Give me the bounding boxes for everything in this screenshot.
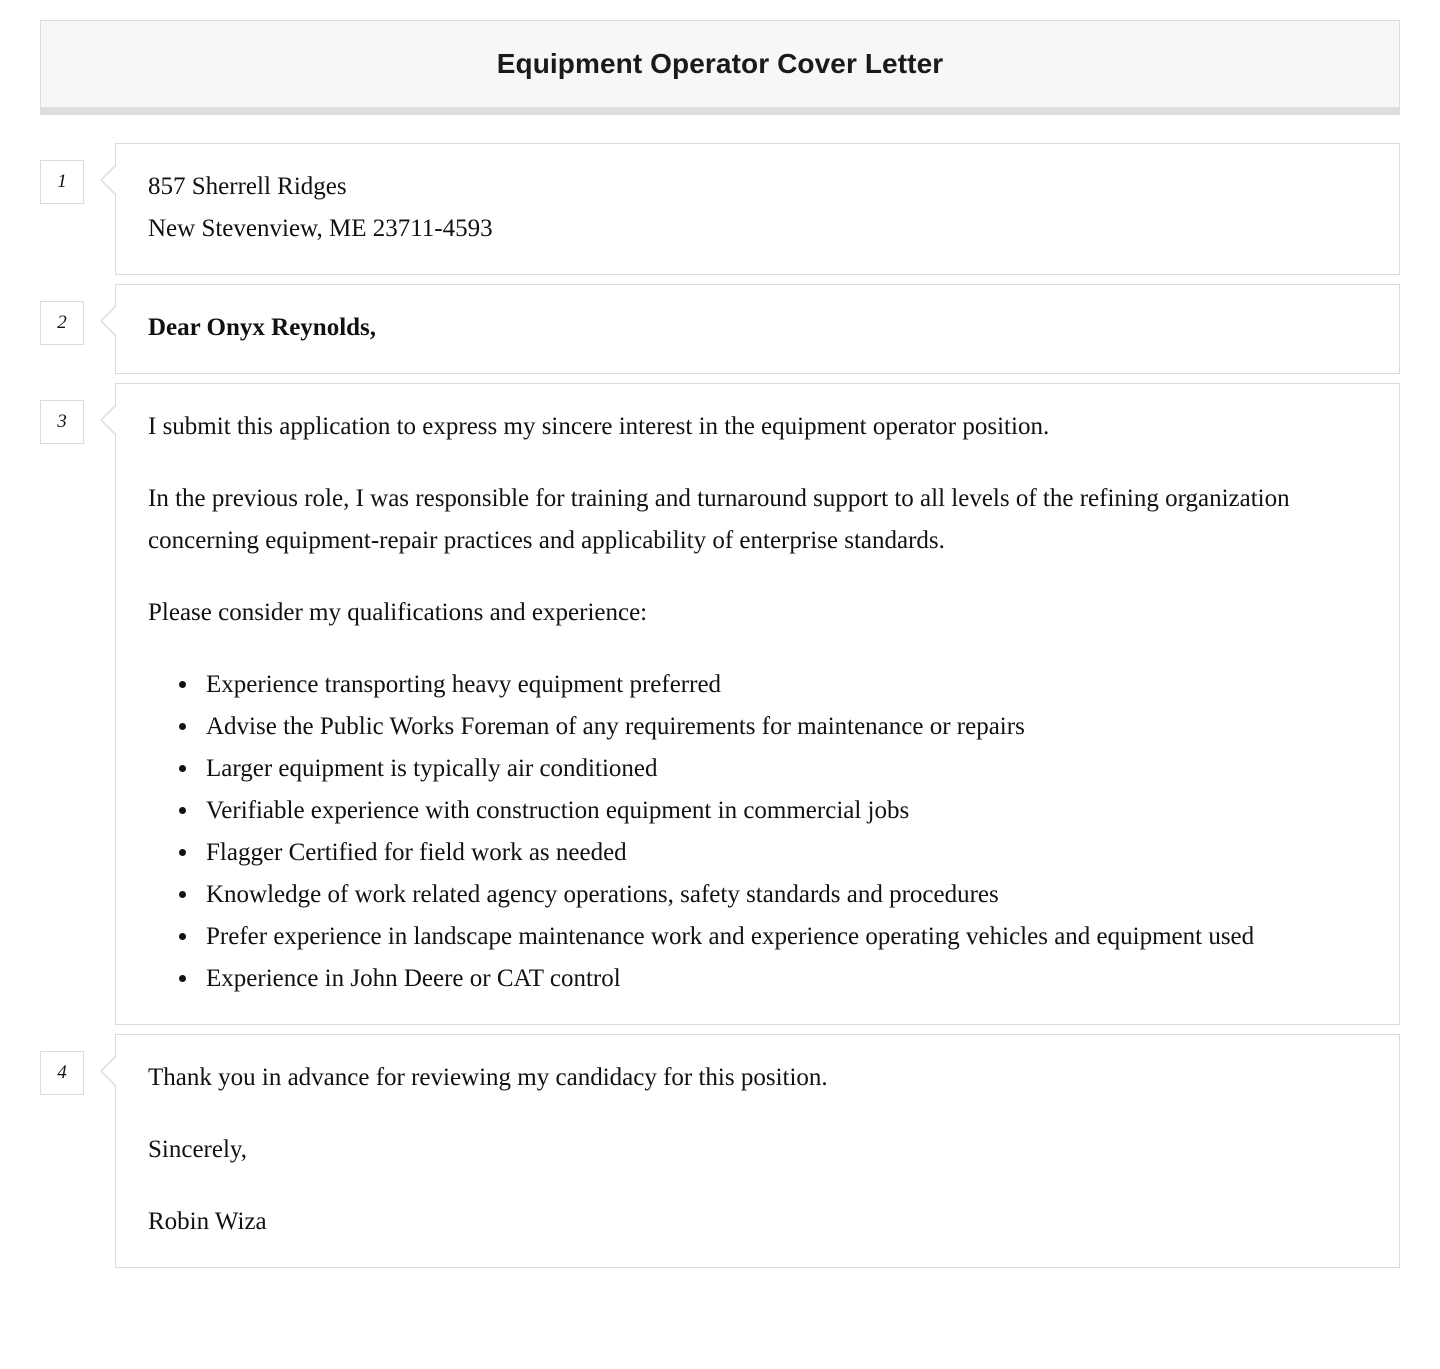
- list-item: • Experience transporting heavy equipment preferred: [200, 664, 1375, 706]
- document-header: [40, 20, 1400, 115]
- list-item: • Verifiable experience with construction equipment in commercial jobs: [200, 790, 1375, 832]
- closing-statement: Thank you in advance for reviewing my candidacy for this position.: [148, 1064, 828, 1091]
- body-paragraph-1: I submit this application to express my sincere interest in the equipment operator position.: [148, 413, 1050, 440]
- salutation-block[interactable]: [115, 284, 1400, 374]
- callout-number-badge-1: 1: [40, 160, 84, 204]
- list-item: • Larger equipment is typically air conditioned: [200, 748, 1375, 790]
- list-item: • Experience in John Deere or CAT control: [200, 958, 1375, 1000]
- body-paragraph-2: In the previous role, I was responsible for training and turnaround support to all levels of the refining organization concerning equipment-repair practices and applicability of enterprise standards.: [148, 485, 1290, 554]
- callout-number-badge-3: 3: [40, 400, 84, 444]
- signature-name: Robin Wiza: [148, 1208, 267, 1235]
- callout-number-badge-2: 2: [40, 301, 84, 345]
- list-item: • Knowledge of work related agency operations, safety standards and procedures: [200, 874, 1375, 916]
- qualifications-list: [148, 664, 1375, 1000]
- callout-row-2: [40, 284, 1400, 374]
- address-line-2: New Stevenview, ME 23711-4593: [148, 215, 493, 242]
- list-item: • Advise the Public Works Foreman of any requirements for maintenance or repairs: [200, 706, 1375, 748]
- callout-row-4: [40, 1034, 1400, 1268]
- signoff-text: Sincerely,: [148, 1136, 248, 1163]
- salutation-text: Dear Onyx Reynolds,: [148, 314, 377, 341]
- callout-row-3: [40, 383, 1400, 1025]
- list-item: • Prefer experience in landscape maintenance work and experience operating vehicles and equipment used: [200, 916, 1375, 958]
- callout-row-1: [40, 143, 1400, 275]
- header-underbar: [40, 108, 1400, 115]
- callout-number-badge-4: 4: [40, 1051, 84, 1095]
- closing-block[interactable]: [115, 1034, 1400, 1268]
- body-paragraph-3: Please consider my qualifications and experience:: [148, 599, 648, 626]
- address-block[interactable]: [115, 143, 1400, 275]
- address-line-1: 857 Sherrell Ridges: [148, 173, 347, 200]
- body-block[interactable]: [115, 383, 1400, 1025]
- page-title: Equipment Operator Cover Letter: [496, 48, 944, 79]
- list-item: • Flagger Certified for field work as needed: [200, 832, 1375, 874]
- header-bar: [40, 20, 1400, 108]
